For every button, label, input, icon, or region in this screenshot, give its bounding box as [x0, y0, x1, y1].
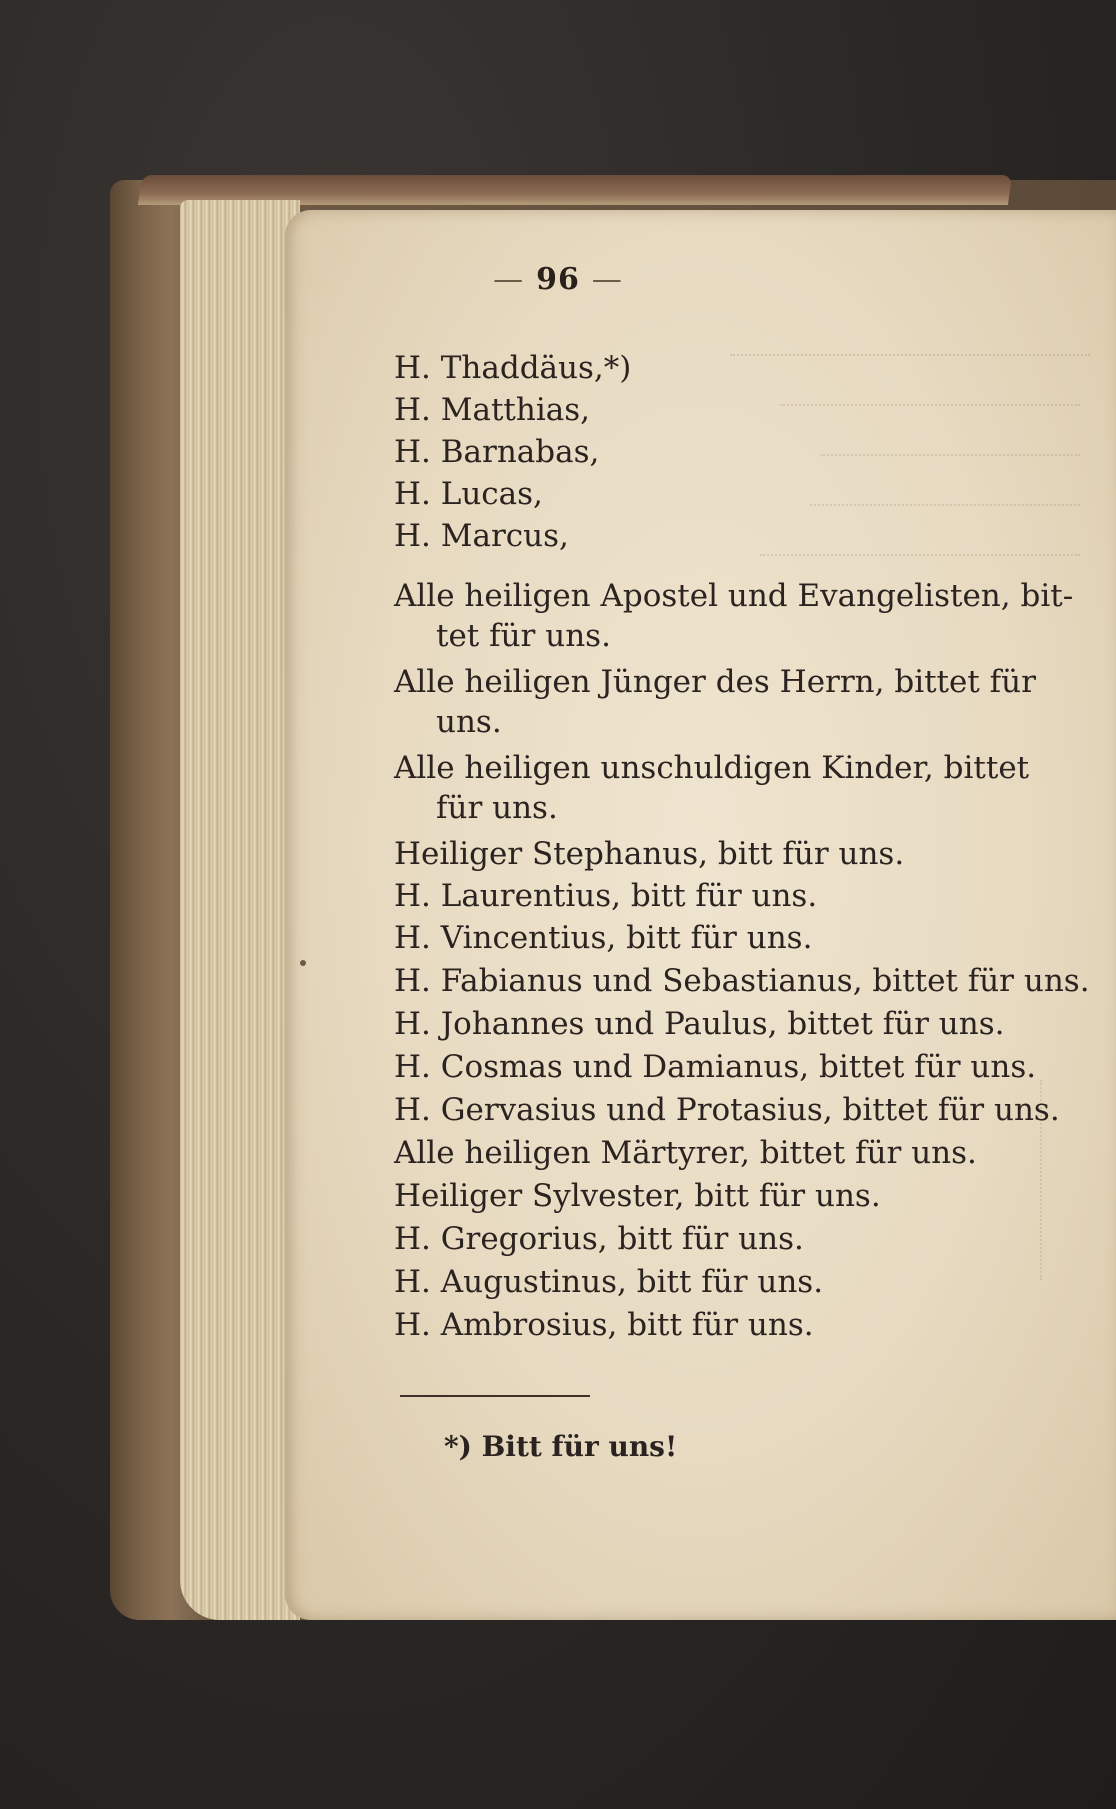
text-line: H. Gervasius und Protasius, bittet für uns.: [394, 1092, 1060, 1128]
text-line: H. Matthias,: [394, 392, 591, 428]
page-number: [0, 262, 1116, 297]
page-edges: [180, 200, 300, 1620]
text-line-continuation: tet für uns.: [436, 618, 611, 654]
text-line: H. Ambrosius, bitt für uns.: [394, 1307, 814, 1343]
text-line: H. Marcus,: [394, 518, 569, 554]
text-line: H. Gregorius, bitt für uns.: [394, 1221, 804, 1257]
text-line: H. Cosmas und Damianus, bittet für uns.: [394, 1049, 1037, 1085]
text-line-continuation: für uns.: [436, 790, 558, 826]
show-through-text: [820, 430, 1080, 456]
show-through-text: [760, 530, 1080, 556]
text-line: H. Augustinus, bitt für uns.: [394, 1264, 824, 1300]
show-through-text: [810, 480, 1080, 506]
text-line: Alle heiligen unschuldigen Kinder, bittet: [394, 750, 1030, 786]
text-line: H. Lucas,: [394, 476, 543, 512]
footnote-rule: [400, 1395, 590, 1397]
footnote: *) Bitt für uns!: [444, 1430, 678, 1463]
text-line: Alle heiligen Märtyrer, bittet für uns.: [394, 1135, 977, 1171]
text-line: H. Vincentius, bitt für uns.: [394, 920, 813, 956]
show-through-text: [730, 330, 1090, 356]
text-line: H. Barnabas,: [394, 434, 600, 470]
text-line: H. Laurentius, bitt für uns.: [394, 878, 818, 914]
text-line-continuation: uns.: [436, 704, 502, 740]
page-number-dash-right: —: [591, 262, 623, 297]
paper-spot: [300, 960, 306, 966]
text-line: Alle heiligen Jünger des Herrn, bittet für: [394, 664, 1036, 700]
text-line: Heiliger Stephanus, bitt für uns.: [394, 836, 905, 872]
show-through-text: [780, 380, 1080, 406]
text-line: H. Johannes und Paulus, bittet für uns.: [394, 1006, 1005, 1042]
text-line: Alle heiligen Apostel und Evangelisten, bit-: [394, 578, 1074, 614]
text-line: H. Thaddäus,*): [394, 350, 632, 386]
text-line: H. Fabianus und Sebastianus, bittet für uns.: [394, 963, 1090, 999]
page-number-dash-left: —: [493, 262, 525, 297]
text-line: Heiliger Sylvester, bitt für uns.: [394, 1178, 881, 1214]
page-number-value: 96: [536, 262, 580, 297]
